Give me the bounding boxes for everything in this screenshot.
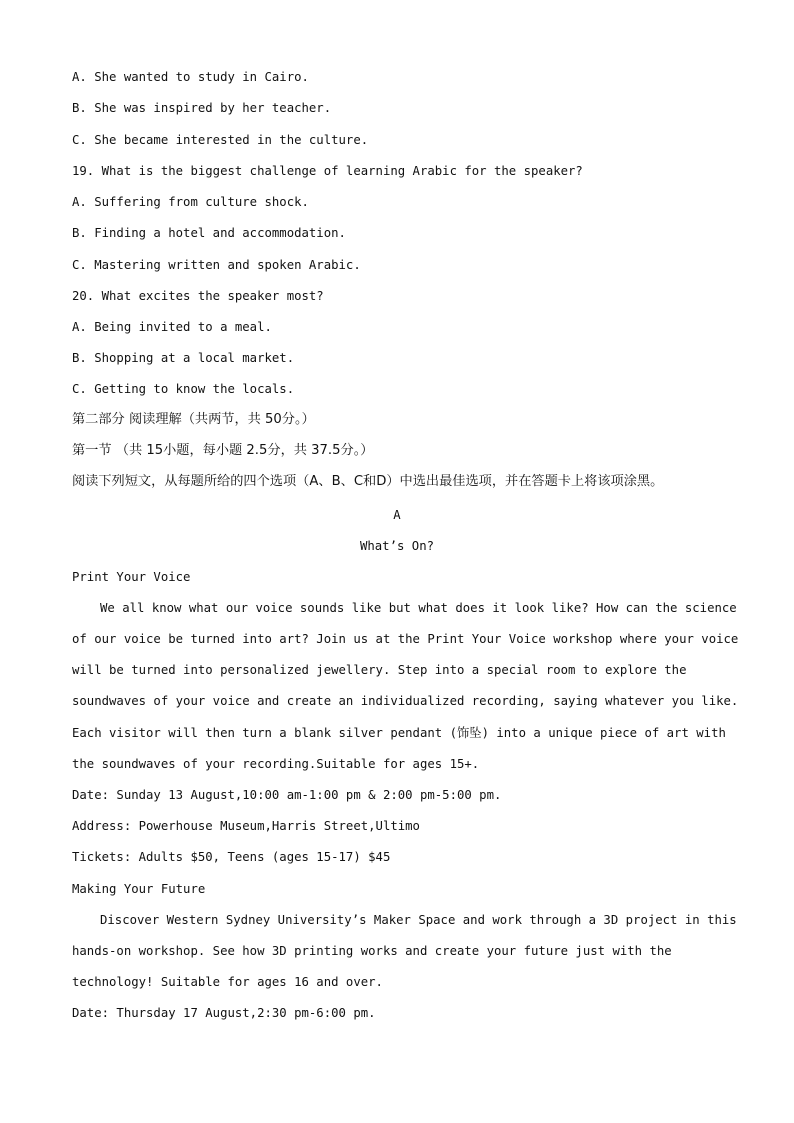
question-20: 20. What excites the speaker most? bbox=[72, 289, 324, 303]
paragraph-line: technology! Suitable for ages 16 and over. bbox=[72, 975, 383, 989]
event-tickets: Tickets: Adults $50, Teens (ages 15-17) $45 bbox=[72, 850, 391, 864]
section-one-heading: 第一节 （共 15小题，每小题 2.5分，共 37.5分。） bbox=[72, 443, 374, 458]
passage-label: A bbox=[393, 508, 401, 522]
paragraph-line: the soundwaves of your recording.Suitable for ages 15+. bbox=[72, 757, 480, 771]
paragraph-line: of our voice be turned into art? Join us at the Print Your Voice workshop where your voice bbox=[72, 632, 739, 646]
paragraph-line: hands-on workshop. See how 3D printing works and create your future just with the bbox=[72, 944, 672, 958]
q18-option-b: B. She was inspired by her teacher. bbox=[72, 101, 332, 115]
q20-option-c: C. Getting to know the locals. bbox=[72, 382, 295, 396]
reading-instructions: 阅读下列短文，从每题所给的四个选项（A、B、C和D）中选出最佳选项，并在答题卡上将该项涂黑。 bbox=[72, 474, 664, 489]
paragraph-line: Discover Western Sydney University’s Maker Space and work through a 3D project in this bbox=[100, 913, 737, 927]
passage-title: What’s On? bbox=[359, 539, 435, 553]
part-two-heading: 第二部分 阅读理解（共两节，共 50分。） bbox=[72, 412, 315, 427]
event-date: Date: Thursday 17 August,2:30 pm-6:00 pm. bbox=[72, 1006, 376, 1020]
paragraph-line: will be turned into personalized jewellery. Step into a special room to explore the bbox=[72, 663, 687, 677]
q20-option-a: A. Being invited to a meal. bbox=[72, 320, 272, 334]
q18-option-a: A. She wanted to study in Cairo. bbox=[72, 70, 309, 84]
section-heading-making-your-future: Making Your Future bbox=[72, 882, 206, 896]
paragraph-line: We all know what our voice sounds like but what does it look like? How can the science bbox=[100, 601, 737, 615]
q19-option-b: B. Finding a hotel and accommodation. bbox=[72, 226, 346, 240]
paragraph-line: Each visitor will then turn a blank silver pendant (饰坠) into a unique piece of art with bbox=[72, 726, 726, 740]
paragraph-line: soundwaves of your voice and create an individualized recording, saying whatever you like. bbox=[72, 694, 739, 708]
section-heading-print-your-voice: Print Your Voice bbox=[72, 570, 191, 584]
event-address: Address: Powerhouse Museum,Harris Street,Ultimo bbox=[72, 819, 420, 833]
q18-option-c: C. She became interested in the culture. bbox=[72, 133, 369, 147]
q20-option-b: B. Shopping at a local market. bbox=[72, 351, 295, 365]
q19-option-c: C. Mastering written and spoken Arabic. bbox=[72, 258, 361, 272]
event-date: Date: Sunday 13 August,10:00 am-1:00 pm & 2:00 pm-5:00 pm. bbox=[72, 788, 502, 802]
q19-option-a: A. Suffering from culture shock. bbox=[72, 195, 309, 209]
question-19: 19. What is the biggest challenge of learning Arabic for the speaker? bbox=[72, 164, 583, 178]
